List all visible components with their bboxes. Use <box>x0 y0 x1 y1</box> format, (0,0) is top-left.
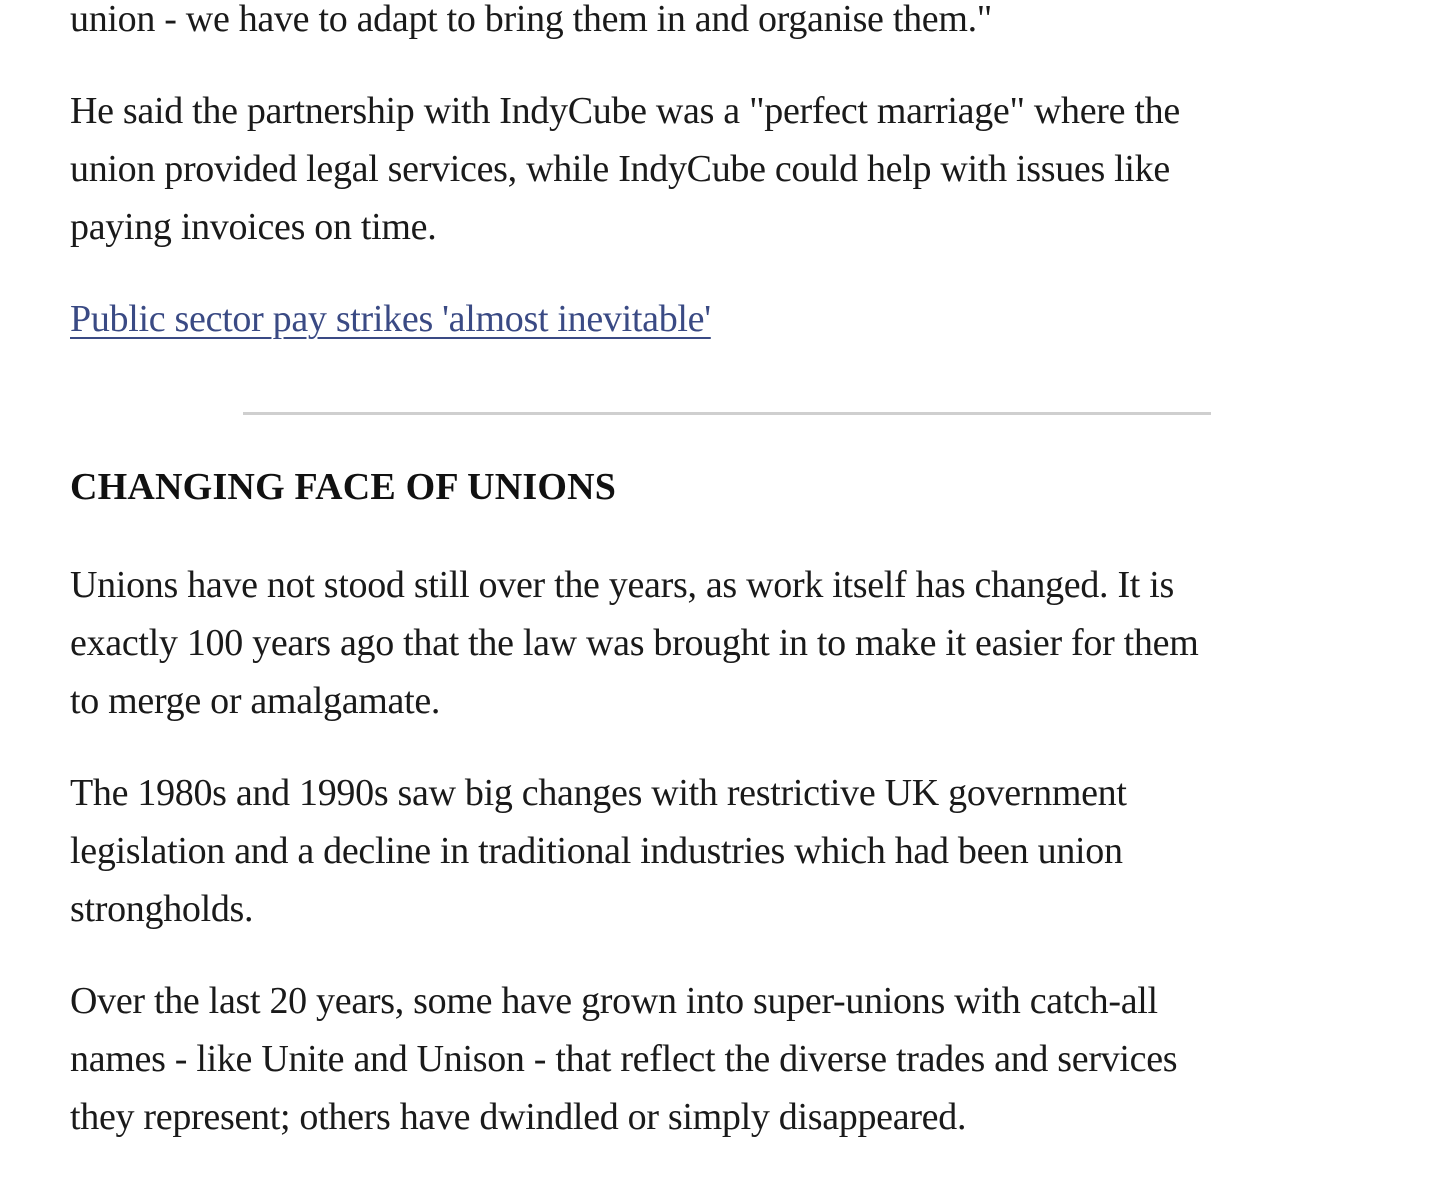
paragraph-1980s-1990s: The 1980s and 1990s saw big changes with restrictive UK government legislation and a decline in traditional industries which had been union strongholds. <box>70 772 1127 930</box>
article-body <box>70 0 1400 348</box>
article-body-continued <box>70 556 1400 1180</box>
section-divider <box>243 412 1211 415</box>
paragraph-partnership: He said the partnership with IndyCube was a "perfect marriage" where the union provided legal services, while IndyCube could help with issues like paying invoices on time. <box>70 90 1180 248</box>
section-heading: CHANGING FACE OF UNIONS <box>70 466 617 508</box>
related-story-link[interactable]: Public sector pay strikes 'almost inevitable' <box>70 298 711 340</box>
paragraph-intro-end: union - we have to adapt to bring them in and organise them." <box>70 0 993 40</box>
paragraph-last-20-years: Over the last 20 years, some have grown into super-unions with catch-all names - like Unite and Unison - that reflect the diverse trades and services they represent; others have dwindled or simply disappeared. <box>70 980 1178 1138</box>
paragraph-unions-changed: Unions have not stood still over the years, as work itself has changed. It is exactly 100 years ago that the law was brought in to make it easier for them to merge or amalgamate. <box>70 564 1199 722</box>
